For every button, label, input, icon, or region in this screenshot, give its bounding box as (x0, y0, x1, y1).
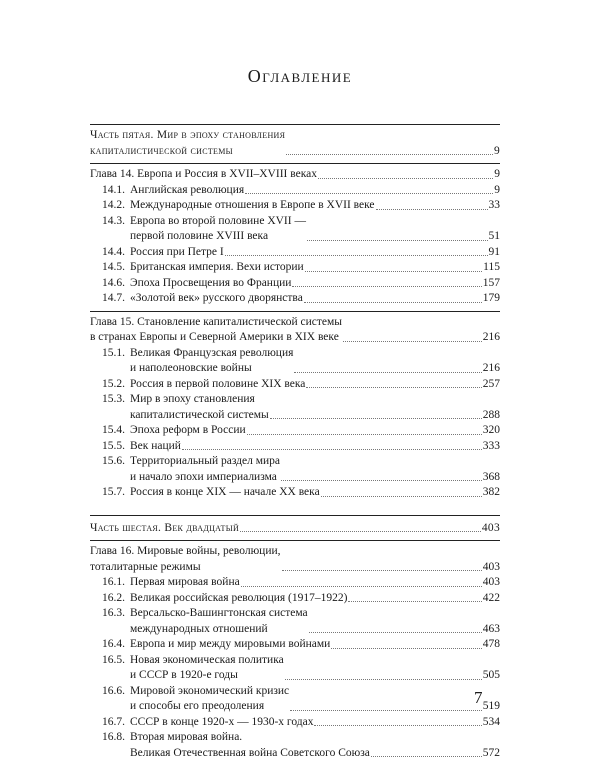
toc-page-number: 179 (483, 291, 500, 307)
toc-entry-label (102, 245, 224, 261)
toc-page-number: 519 (483, 699, 500, 715)
section-divider (90, 163, 500, 164)
dot-leader (270, 418, 482, 419)
section-title-continuation: и наполеоновские войны (130, 362, 252, 374)
toc-section-entry[interactable] (90, 684, 500, 715)
dot-leader (292, 286, 481, 287)
section-title: Мировой экономический кризис (130, 685, 289, 697)
toc-part-entry[interactable] (90, 521, 500, 537)
dot-leader (281, 480, 482, 481)
toc-section-entry[interactable] (90, 606, 500, 637)
toc-section-entry[interactable] (90, 377, 500, 393)
section-number: 15.1. (102, 346, 130, 362)
section-title-continuation: первой половине XVIII века (130, 230, 268, 242)
section-number: 16.8. (102, 730, 130, 746)
page-title: Оглавление (0, 66, 600, 87)
section-number: 15.3. (102, 392, 130, 408)
toc-page-number: 257 (483, 377, 500, 393)
section-number: 14.1. (102, 183, 130, 199)
toc-section-entry[interactable] (90, 392, 500, 423)
dot-leader (307, 240, 488, 241)
toc-page-number: 505 (483, 668, 500, 684)
toc-page-number: 403 (482, 521, 500, 537)
section-number: 16.4. (102, 637, 130, 653)
dot-leader (306, 387, 481, 388)
section-title: Россия в конце XIX — начале XX века (130, 486, 320, 498)
section-title: Британская империя. Вехи истории (130, 261, 304, 273)
section-number: 15.4. (102, 423, 130, 439)
toc-page-number: 115 (483, 260, 500, 276)
dot-leader (314, 725, 481, 726)
section-divider (90, 540, 500, 541)
section-title: Новая экономическая политика (130, 654, 284, 666)
dot-leader (182, 449, 482, 450)
section-number: 14.3. (102, 214, 130, 230)
dot-leader (331, 648, 481, 649)
section-number: 16.6. (102, 684, 130, 700)
toc-page-number: 422 (483, 591, 500, 607)
toc-section-entry[interactable] (90, 439, 500, 455)
toc-page-number: 333 (483, 439, 500, 455)
section-number: 14.2. (102, 198, 130, 214)
section-title: Великая российская революция (1917–1922) (130, 592, 347, 604)
section-number: 15.5. (102, 439, 130, 455)
toc-entry-label (102, 715, 313, 731)
section-title: Территориальный раздел мира (130, 455, 280, 467)
section-title: Международные отношения в Европе в XVII веке (130, 199, 375, 211)
section-title: Английская революция (130, 184, 244, 196)
section-title: Мир в эпоху становления (130, 393, 255, 405)
dot-leader (305, 271, 482, 272)
toc-section-entry[interactable] (90, 423, 500, 439)
toc-section-entry[interactable] (90, 485, 500, 501)
toc-page-number: 9 (494, 167, 500, 183)
section-number: 14.7. (102, 291, 130, 307)
toc-entry-label (102, 198, 375, 214)
dot-leader (348, 601, 481, 602)
toc-section-entry[interactable] (90, 346, 500, 377)
toc-page-number: 403 (483, 575, 500, 591)
toc-entry-label (102, 346, 293, 377)
dot-leader (282, 570, 482, 571)
toc-page-number: 478 (483, 637, 500, 653)
toc-entry-label (102, 377, 305, 393)
section-title-continuation: Великая Отечественная война Советского Союза (130, 747, 370, 759)
section-title: Европа и мир между мировыми войнами (130, 638, 330, 650)
toc-entry-label: Часть пятая. Мир в эпоху становления капиталистической системы (90, 128, 285, 159)
section-title-continuation: капиталистической системы (130, 409, 269, 421)
table-of-contents (90, 124, 500, 761)
dot-leader (286, 154, 493, 155)
toc-entry-label (102, 439, 181, 455)
toc-entry-label (102, 214, 306, 245)
toc-part-entry[interactable] (90, 128, 500, 159)
section-title-continuation: и способы его преодоления (130, 700, 264, 712)
section-title: Версальско-Вашингтонская система (130, 607, 308, 619)
toc-page-number: 216 (483, 361, 500, 377)
toc-section-entry[interactable] (90, 575, 500, 591)
toc-page-number: 216 (483, 330, 500, 346)
toc-entry-label: Часть шестая. Век двадцатый (90, 521, 239, 537)
dot-leader (225, 255, 488, 256)
section-number: 15.7. (102, 485, 130, 501)
toc-entry-label (102, 637, 330, 653)
section-number: 14.6. (102, 276, 130, 292)
toc-page-number: 9 (494, 183, 500, 199)
toc-section-entry[interactable] (90, 591, 500, 607)
section-number: 16.1. (102, 575, 130, 591)
toc-page-number: 288 (483, 408, 500, 424)
toc-section-entry[interactable] (90, 637, 500, 653)
toc-section-entry[interactable] (90, 198, 500, 214)
toc-page-number: 368 (483, 470, 500, 486)
section-title: Россия в первой половине XIX века (130, 378, 305, 390)
toc-entry-label (102, 485, 320, 501)
toc-entry-label (102, 591, 347, 607)
toc-page-number: 320 (483, 423, 500, 439)
toc-entry-label: Глава 16. Мировые войны, революции, тоталитарные режимы (90, 544, 281, 575)
section-title: Великая Французская революция (130, 347, 293, 359)
toc-page-number: 157 (483, 276, 500, 292)
toc-entry-label: Глава 14. Европа и Россия в XVII–XVIII веках (90, 167, 317, 183)
dot-leader (371, 756, 482, 757)
toc-page-number: 463 (483, 622, 500, 638)
section-number: 16.2. (102, 591, 130, 607)
section-title: Вторая мировая война. (130, 731, 242, 743)
toc-entry-label (102, 606, 308, 637)
section-title: Век наций (130, 440, 181, 452)
dot-leader (290, 710, 482, 711)
part-divider (90, 124, 500, 125)
toc-entry-label: Глава 15. Становление капиталистической системы в странах Европы и Северной Америки в XIX веке (90, 315, 342, 346)
section-title-continuation: и начало эпохи империализма (130, 471, 277, 483)
section-title-continuation: и СССР в 1920-е годы (130, 669, 238, 681)
toc-section-entry[interactable] (90, 183, 500, 199)
toc-section-entry[interactable] (90, 653, 500, 684)
toc-entry-label (102, 291, 303, 307)
section-title: Эпоха реформ в России (130, 424, 246, 436)
section-number: 14.4. (102, 245, 130, 261)
toc-section-entry[interactable] (90, 730, 500, 761)
dot-leader (247, 434, 482, 435)
section-title: Европа во второй половине XVII — (130, 215, 306, 227)
dot-leader (245, 193, 493, 194)
toc-page-number: 382 (483, 485, 500, 501)
part-divider (90, 515, 500, 516)
toc-section-entry[interactable] (90, 715, 500, 731)
page-number: 7 (474, 688, 483, 708)
section-title-continuation: международных отношений (130, 623, 268, 635)
toc-section-entry[interactable] (90, 245, 500, 261)
toc-chapter-entry[interactable] (90, 167, 500, 183)
toc-chapter-entry[interactable] (90, 315, 500, 346)
toc-section-entry[interactable] (90, 291, 500, 307)
dot-leader (285, 679, 482, 680)
dot-leader (343, 341, 482, 342)
section-number: 16.5. (102, 653, 130, 669)
toc-entry-label (102, 423, 246, 439)
toc-entry-label (102, 684, 289, 715)
toc-page-number: 534 (483, 715, 500, 731)
toc-entry-label (102, 260, 304, 276)
dot-leader (304, 302, 482, 303)
dot-leader (318, 178, 493, 179)
section-title: Первая мировая война (130, 576, 240, 588)
toc-page-number: 9 (494, 144, 500, 160)
toc-entry-label (102, 575, 240, 591)
toc-chapter-entry[interactable] (90, 544, 500, 575)
dot-leader (309, 632, 482, 633)
toc-page-number: 403 (483, 560, 500, 576)
dot-leader (321, 496, 482, 497)
section-number: 16.7. (102, 715, 130, 731)
section-title: Россия при Петре I (130, 246, 224, 258)
toc-entry-label (102, 454, 280, 485)
section-divider (90, 311, 500, 312)
toc-entry-label (102, 730, 370, 761)
dot-leader (376, 209, 488, 210)
section-title: «Золотой век» русского дворянства (130, 292, 303, 304)
toc-entry-label (102, 276, 291, 292)
toc-section-entry[interactable] (90, 260, 500, 276)
toc-page-number: 51 (489, 229, 501, 245)
section-title: СССР в конце 1920-х — 1930-х годах (130, 716, 313, 728)
dot-leader (241, 586, 482, 587)
toc-section-entry[interactable] (90, 454, 500, 485)
section-title: Эпоха Просвещения во Франции (130, 277, 291, 289)
toc-section-entry[interactable] (90, 276, 500, 292)
toc-page-number: 572 (483, 746, 500, 761)
toc-entry-label (102, 653, 284, 684)
toc-entry-label (102, 183, 244, 199)
dot-leader (240, 531, 481, 532)
toc-page-number: 91 (489, 245, 501, 261)
toc-page-number: 33 (489, 198, 501, 214)
toc-section-entry[interactable] (90, 214, 500, 245)
section-number: 15.6. (102, 454, 130, 470)
section-number: 15.2. (102, 377, 130, 393)
section-number: 14.5. (102, 260, 130, 276)
section-number: 16.3. (102, 606, 130, 622)
dot-leader (294, 372, 481, 373)
toc-entry-label (102, 392, 269, 423)
